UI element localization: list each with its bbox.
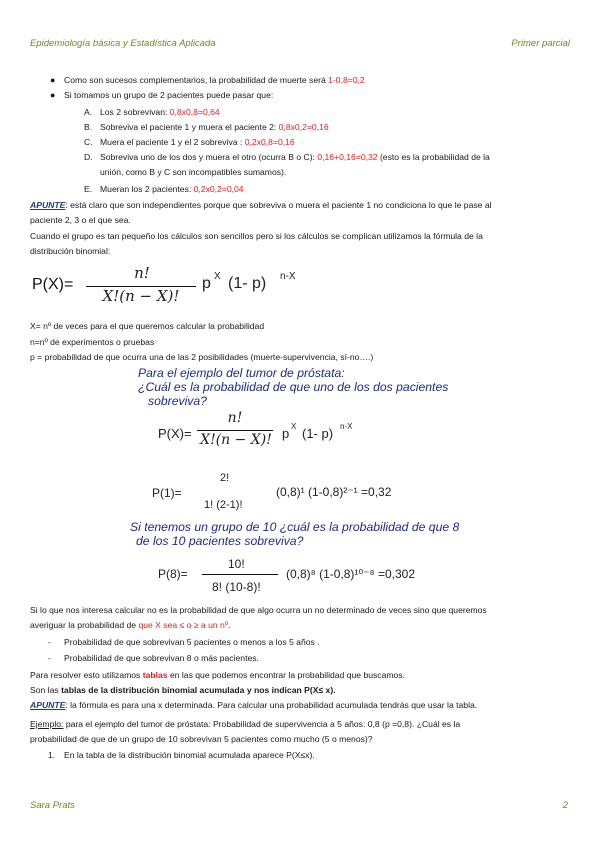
example-paragraph-continued: probabilidad de que de un grupo de 10 sobrevivan 5 pacientes como mucho (5 o menos)? bbox=[30, 734, 373, 744]
formula-denominator: X!(n − X)! bbox=[102, 287, 180, 305]
p1-numerator: 2! bbox=[220, 472, 230, 484]
bullet-item: Como son sucesos complementarios, la probabilidad de muerte será 1-0,8=0,2 bbox=[64, 75, 365, 85]
apunte-note-continued: paciente 2, 3 o el que sea. bbox=[30, 215, 131, 225]
p8-numerator: 10! bbox=[228, 557, 245, 571]
dash-item: Probabilidad de que sobrevivan 5 pacientes o menos a los 5 años . bbox=[64, 637, 320, 647]
case-letter: C. bbox=[84, 137, 93, 147]
case-item: Muera el paciente 1 y el 2 sobreviva : 0,2x0,8=0,16 bbox=[100, 137, 295, 147]
intro-text: Cuando el grupo es tan pequeño los cálculos son sencillos pero si los cálculos se complican utilizamos la fórmula de la bbox=[30, 231, 483, 241]
header-title: Epidemiología básica y Estadística Aplicada bbox=[30, 38, 216, 49]
page-number: 2 bbox=[562, 800, 568, 811]
p8-fraction-bar bbox=[202, 574, 278, 575]
apunte-note-2: APUNTE: la fórmula es para una x determinada. Para calcular una probabilidad acumulada tendrás que usar la tabla. bbox=[30, 700, 478, 710]
example-paragraph: Ejemplo: para el ejemplo del tumor de próstata: Probabilidad de supervivencia a 5 años: 0,8 (p =0,8). ¿Cuál es la bbox=[30, 719, 461, 729]
slide-question-2: Si tenemos un grupo de 10 ¿cuál es la probabilidad de que 8 de los 10 pacientes sobreviva? bbox=[130, 520, 460, 548]
bullet-dot: ● bbox=[50, 90, 56, 100]
p1-lhs: P(1)= bbox=[152, 486, 182, 500]
formula-numerator: n! bbox=[134, 264, 150, 282]
p1-result: (0,8)¹ (1-0,8)²⁻¹ =0,32 bbox=[276, 485, 392, 499]
formula-exp-x: X bbox=[214, 271, 221, 282]
case-letter: A. bbox=[84, 107, 93, 117]
binomial-formula bbox=[30, 262, 330, 312]
slide-formula-lhs: P(X)= bbox=[158, 426, 192, 441]
intro-text-continued: distribución binomial: bbox=[30, 246, 111, 256]
slide-formula-exp-x: X bbox=[291, 422, 297, 431]
cumulative-intro-continued: averiguar la probabilidad de que X sea ≤ o ≥ a un nº. bbox=[30, 620, 231, 630]
p8-denominator: 8! (10-8)! bbox=[212, 580, 261, 594]
slide-question-1: Para el ejemplo del tumor de próstata: ¿Cuál es la probabilidad de que uno de los dos pacientes sobreviva? bbox=[138, 366, 449, 408]
formula-one-minus-p: (1- p) bbox=[228, 275, 267, 292]
numbered-item: En la tabla de la distribución binomial acumulada aparece P(X≤x). bbox=[64, 750, 315, 760]
definition-p: p = probabilidad de que ocurra una de las 2 posibilidades (muerte-supervivencia, sí-no….) bbox=[30, 352, 374, 362]
slide-formula-exp-nx: n-X bbox=[340, 422, 353, 431]
definition-n: n=nº de experimentos o pruebas bbox=[30, 337, 155, 347]
formula-p: p bbox=[202, 275, 211, 292]
bullet-dot: ● bbox=[50, 75, 56, 85]
slide-example bbox=[130, 366, 460, 602]
case-letter: B. bbox=[84, 122, 93, 132]
case-letter: E. bbox=[84, 184, 93, 194]
footer-author: Sara Prats bbox=[30, 800, 75, 811]
slide-formula-one-minus-p: (1- p) bbox=[302, 426, 334, 441]
dash-item: Probabilidad de que sobrevivan 8 o más pacientes. bbox=[64, 653, 259, 663]
formula-exp-nx: n-X bbox=[280, 271, 296, 282]
apunte-label: APUNTE bbox=[30, 200, 66, 210]
case-item-continued: unión, como B y C son incompatibles sumamos). bbox=[100, 167, 287, 177]
dash-marker: - bbox=[48, 637, 51, 647]
bullet-item: Si tomamos un grupo de 2 pacientes puede pasar que: bbox=[64, 90, 274, 100]
case-item: Los 2 sobrevivan: 0,8x0,8=0,64 bbox=[100, 107, 220, 117]
numbered-marker: 1. bbox=[48, 750, 56, 760]
tables-description: Son las tablas de la distribución binomial acumulada y nos indican P(X≤ x). bbox=[30, 685, 336, 695]
slide-formula-denominator: X!(n − X)! bbox=[200, 432, 272, 448]
slide-formula-p: p bbox=[282, 426, 290, 441]
case-letter: D. bbox=[84, 152, 93, 162]
example-label: Ejemplo: bbox=[30, 719, 64, 729]
slide-formula-numerator: n! bbox=[227, 410, 243, 426]
case-item: Mueran los 2 pacientes: 0,2x0,2=0,04 bbox=[100, 184, 244, 194]
p1-denominator: 1! (2-1)! bbox=[204, 499, 243, 511]
dash-marker: - bbox=[48, 653, 51, 663]
tables-sentence: Para resolver esto utilizamos tablas en las que podemos encontrar la probabilidad que buscamos. bbox=[30, 670, 405, 680]
apunte-note: APUNTE: está claro que son independientes porque que sobreviva o muera el paciente 1 no condiciona lo que le pase al bbox=[30, 200, 492, 210]
definition-x: X= nº de veces para el que queremos calcular la probabilidad bbox=[30, 321, 265, 331]
p8-result: (0,8)⁸ (1-0,8)¹⁰⁻⁸ =0,302 bbox=[286, 567, 415, 581]
slide-fraction-bar bbox=[197, 430, 273, 431]
cumulative-intro: Si lo que nos interesa calcular no es la probabilidad de que algo ocurra un no determinado de veces sino que queremos bbox=[30, 605, 487, 615]
formula-lhs: P(X)= bbox=[32, 276, 74, 293]
p8-lhs: P(8)= bbox=[158, 567, 188, 581]
case-item: Sobreviva el paciente 1 y muera el paciente 2: 0,8x0,2=0,16 bbox=[100, 122, 329, 132]
case-item: Sobreviva uno de los dos y muera el otro (ocurra B o C): 0,16+0,16=0,32 (esto es la probabilidad de la bbox=[100, 152, 490, 162]
apunte-label: APUNTE bbox=[30, 700, 66, 710]
header-section: Primer parcial bbox=[511, 38, 570, 49]
